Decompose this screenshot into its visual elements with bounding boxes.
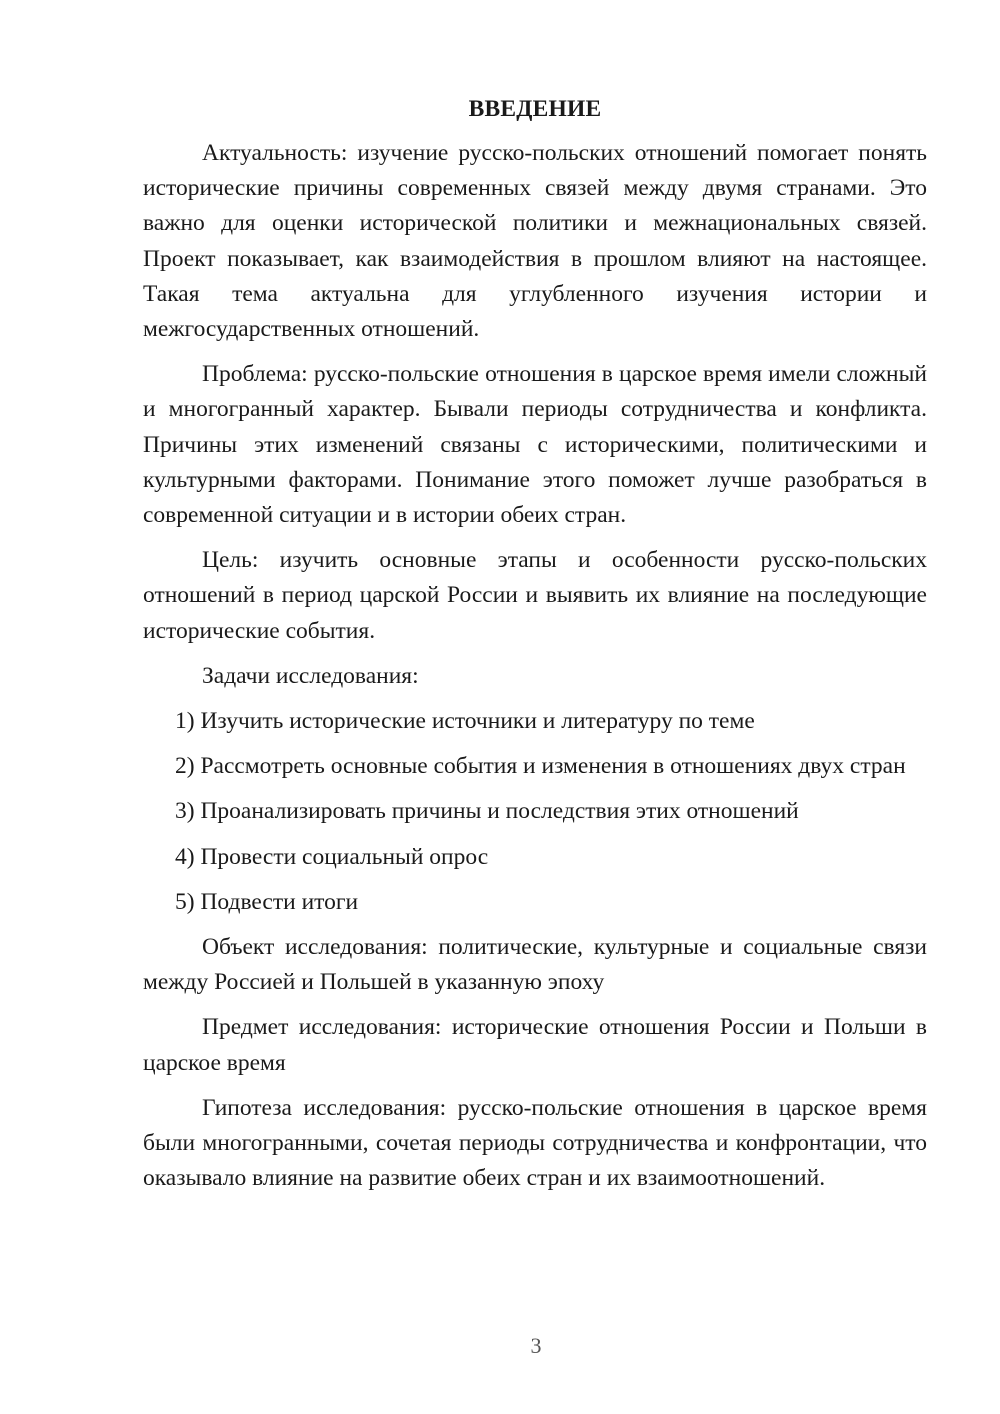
goal-paragraph: Цель: изучить основные этапы и особенности русско-польских отношений в период царской России и выявить их влияние на последующие исторические события.: [143, 547, 927, 644]
relevance-paragraph: Актуальность: изучение русско-польских отношений помогает понять исторические причины современных связей между двумя странами. Это важно для оценки исторической политики и межнациональных связей. Проект показывает, как взаимодействия в прошлом влияют на настоящее. Такая тема актуальна для углубленного изучения истории и межгосударственных отношений.: [143, 140, 927, 343]
task-item-2: 2) Рассмотреть основные события и изменения в отношениях двух стран: [175, 753, 906, 780]
task-item-1: 1) Изучить исторические источники и литературу по теме: [175, 708, 755, 735]
hypothesis-paragraph: Гипотеза исследования: русско-польские отношения в царское время были многогранными, сочетая периоды сотрудничества и конфронтации, что оказывало влияние на развитие обеих стран и их взаимоотношений.: [143, 1094, 927, 1192]
page-content: [143, 92, 927, 1206]
tasks-heading: Задачи исследования:: [202, 662, 419, 689]
problem-paragraph: Проблема: русско-польские отношения в царское время имели сложный и многогранный характер. Бывали периоды сотрудничества и конфликта. Причины этих изменений связаны с историческими, политическими и культурными факторами. Понимание этого поможет лучше разобраться в современной ситуации и в истории обеих стран.: [143, 361, 927, 529]
page-title: ВВЕДЕНИЕ: [468, 96, 602, 122]
page-number: 3: [530, 1333, 542, 1358]
subject-paragraph: Предмет исследования: исторические отношения России и Польши в царское время: [143, 1014, 927, 1076]
object-paragraph: Объект исследования: политические, культурные и социальные связи между Россией и Польшей в указанную эпоху: [143, 934, 927, 996]
task-item-4: 4) Провести социальный опрос: [175, 843, 489, 870]
task-item-3: 3) Проанализировать причины и последствия этих отношений: [175, 798, 799, 825]
task-item-5: 5) Подвести итоги: [175, 888, 359, 915]
